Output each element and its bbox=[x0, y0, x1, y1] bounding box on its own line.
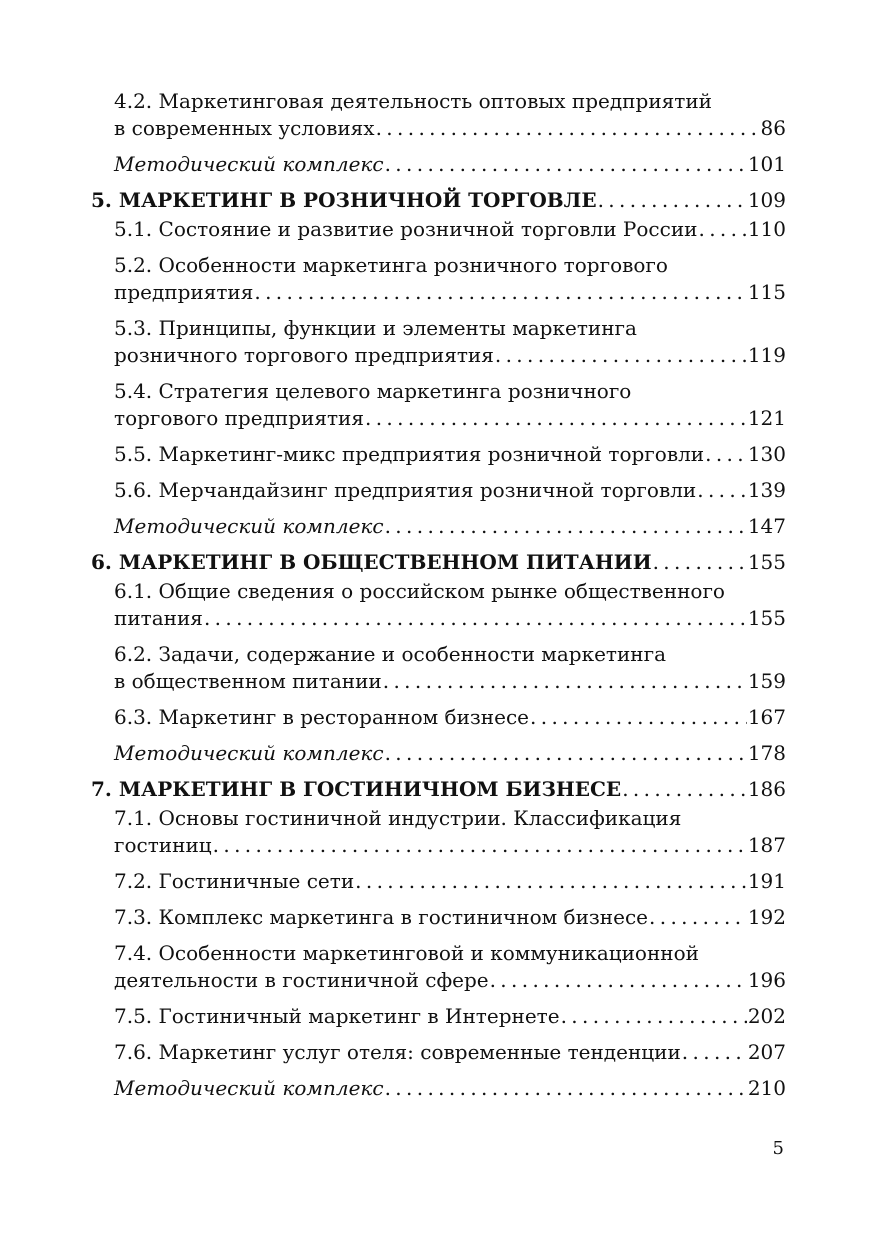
toc-section bbox=[91, 216, 786, 243]
toc-entry-title-line: 5.6. Мерчандайзинг предприятия розничной торговли bbox=[114, 478, 697, 502]
toc-chapter bbox=[91, 776, 786, 803]
toc-page-number: 101 bbox=[747, 152, 786, 176]
dot-leader bbox=[705, 441, 747, 468]
toc-page-number: 119 bbox=[747, 343, 786, 367]
toc-entry-title-line: Методический комплекс bbox=[114, 741, 384, 765]
toc-entry-title-line: 5.5. Маркетинг-микс предприятия розничной торговли bbox=[114, 442, 705, 466]
toc-page-number: 155 bbox=[747, 606, 786, 630]
dot-leader bbox=[383, 668, 747, 695]
toc-page-number: 130 bbox=[747, 442, 786, 466]
toc-page-number: 110 bbox=[747, 217, 786, 241]
dot-leader bbox=[355, 868, 747, 895]
toc-entry-title-line: 6.1. Общие сведения о российском рынке общественного bbox=[114, 579, 725, 603]
toc-section bbox=[91, 441, 786, 468]
toc-page-number: 210 bbox=[747, 1076, 786, 1100]
toc-chapter bbox=[91, 187, 786, 214]
toc-methodical-complex bbox=[91, 513, 786, 540]
toc-section bbox=[91, 315, 786, 369]
dot-leader bbox=[653, 549, 747, 576]
toc-page-number: 187 bbox=[747, 833, 786, 857]
toc-entry-title-line: 5.2. Особенности маркетинга розничного торгового bbox=[114, 253, 668, 277]
table-of-contents bbox=[91, 88, 786, 1111]
dot-leader bbox=[385, 740, 747, 767]
toc-page-number: 115 bbox=[747, 280, 786, 304]
toc-page-number: 109 bbox=[747, 188, 786, 212]
toc-page-number: 196 bbox=[747, 968, 786, 992]
toc-page-number: 207 bbox=[747, 1040, 786, 1064]
toc-page-number: 159 bbox=[747, 669, 786, 693]
dot-leader bbox=[376, 115, 760, 142]
toc-section bbox=[91, 1003, 786, 1030]
dot-leader bbox=[598, 187, 747, 214]
page-number: 5 bbox=[772, 1138, 784, 1159]
toc-section bbox=[91, 252, 786, 306]
toc-entry-title-line: 4.2. Маркетинговая деятельность оптовых предприятий bbox=[114, 89, 712, 113]
toc-methodical-complex bbox=[91, 151, 786, 178]
toc-entry-title-line: 5.1. Состояние и развитие розничной торговли России bbox=[114, 217, 698, 241]
toc-section bbox=[91, 940, 786, 994]
toc-entry-title-line: 5.4. Стратегия целевого маркетинга розничного bbox=[114, 379, 632, 403]
toc-entry-title-line: 6. МАРКЕТИНГ В ОБЩЕСТВЕННОМ ПИТАНИИ bbox=[91, 550, 652, 574]
toc-chapter bbox=[91, 549, 786, 576]
toc-page-number: 186 bbox=[747, 777, 786, 801]
toc-entry-title-line: питания bbox=[114, 606, 203, 630]
dot-leader bbox=[490, 967, 747, 994]
toc-entry-title-line: 7.1. Основы гостиничной индустрии. Классификация bbox=[114, 806, 682, 830]
toc-section bbox=[91, 805, 786, 859]
dot-leader bbox=[530, 704, 747, 731]
toc-section bbox=[91, 578, 786, 632]
dot-leader bbox=[385, 513, 747, 540]
toc-section bbox=[91, 88, 786, 142]
dot-leader bbox=[254, 279, 746, 306]
dot-leader bbox=[495, 342, 747, 369]
toc-entry-title-line: деятельности в гостиничной сфере bbox=[114, 968, 489, 992]
toc-page-number: 121 bbox=[747, 406, 786, 430]
dot-leader bbox=[365, 405, 747, 432]
toc-methodical-complex bbox=[91, 1075, 786, 1102]
toc-page-number: 86 bbox=[760, 116, 786, 140]
dot-leader bbox=[204, 605, 747, 632]
dot-leader bbox=[682, 1039, 747, 1066]
dot-leader bbox=[213, 832, 747, 859]
dot-leader bbox=[622, 776, 747, 803]
toc-page-number: 202 bbox=[747, 1004, 786, 1028]
toc-entry-title-line: 6.2. Задачи, содержание и особенности маркетинга bbox=[114, 642, 667, 666]
toc-entry-title-line: торгового предприятия bbox=[114, 406, 364, 430]
toc-entry-title-line: 7. МАРКЕТИНГ В ГОСТИНИЧНОМ БИЗНЕСЕ bbox=[91, 777, 622, 801]
toc-entry-title-line: гостиниц bbox=[114, 833, 212, 857]
toc-entry-title-line: 5.3. Принципы, функции и элементы маркетинга bbox=[114, 316, 637, 340]
toc-entry-title-line: 7.2. Гостиничные сети bbox=[114, 869, 355, 893]
toc-entry-title-line: 6.3. Маркетинг в ресторанном бизнесе bbox=[114, 705, 530, 729]
toc-entry-title-line: в современных условиях bbox=[114, 116, 375, 140]
toc-section bbox=[91, 868, 786, 895]
toc-entry-title-line: в общественном питании bbox=[114, 669, 382, 693]
toc-page-number: 139 bbox=[747, 478, 786, 502]
toc-page-number: 191 bbox=[747, 869, 786, 893]
toc-page-number: 167 bbox=[747, 705, 786, 729]
toc-entry-title-line: 7.5. Гостиничный маркетинг в Интернете bbox=[114, 1004, 560, 1028]
dot-leader bbox=[697, 477, 747, 504]
toc-page-number: 178 bbox=[747, 741, 786, 765]
toc-entry-title-line: 7.6. Маркетинг услуг отеля: современные тенденции bbox=[114, 1040, 681, 1064]
toc-entry-title-line: 7.4. Особенности маркетинговой и коммуникационной bbox=[114, 941, 699, 965]
toc-entry-title-line: розничного торгового предприятия bbox=[114, 343, 494, 367]
dot-leader bbox=[385, 151, 747, 178]
toc-entry-title-line: 5. МАРКЕТИНГ В РОЗНИЧНОЙ ТОРГОВЛЕ bbox=[91, 188, 597, 212]
dot-leader bbox=[698, 216, 746, 243]
toc-page-number: 147 bbox=[747, 514, 786, 538]
dot-leader bbox=[649, 904, 747, 931]
toc-section bbox=[91, 1039, 786, 1066]
toc-entry-title-line: Методический комплекс bbox=[114, 152, 384, 176]
toc-entry-title-line: 7.3. Комплекс маркетинга в гостиничном бизнесе bbox=[114, 905, 649, 929]
toc-section bbox=[91, 641, 786, 695]
toc-section bbox=[91, 378, 786, 432]
toc-section bbox=[91, 477, 786, 504]
toc-page-number: 155 bbox=[747, 550, 786, 574]
toc-entry-title-line: Методический комплекс bbox=[114, 1076, 384, 1100]
dot-leader bbox=[385, 1075, 747, 1102]
toc-section bbox=[91, 904, 786, 931]
dot-leader bbox=[561, 1003, 747, 1030]
toc-section bbox=[91, 704, 786, 731]
toc-methodical-complex bbox=[91, 740, 786, 767]
toc-entry-title-line: предприятия bbox=[114, 280, 254, 304]
toc-entry-title-line: Методический комплекс bbox=[114, 514, 384, 538]
toc-page-number: 192 bbox=[747, 905, 786, 929]
